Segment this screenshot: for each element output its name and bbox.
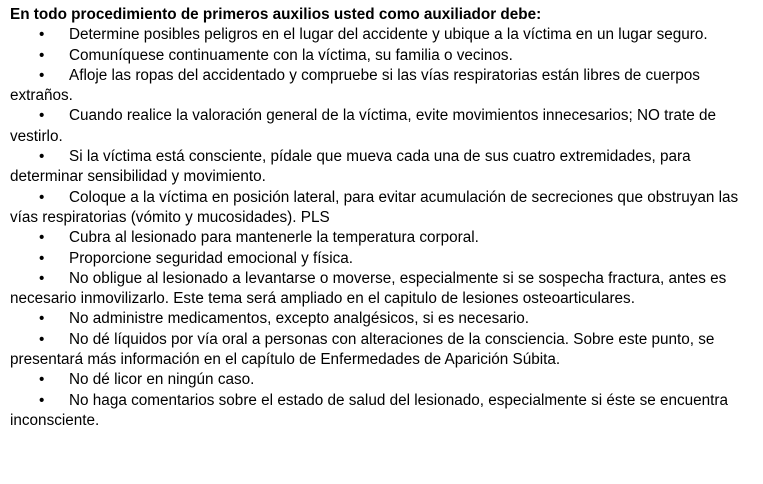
bullet-icon: • <box>39 310 45 328</box>
bullet-icon: • <box>39 148 45 166</box>
list-item-text: No administre medicamentos, excepto analgésicos, si es necesario. <box>69 310 529 328</box>
list-item <box>10 249 758 269</box>
list-item <box>10 25 758 45</box>
list-item <box>10 309 758 329</box>
bullet-icon: • <box>39 249 45 267</box>
list-item <box>10 188 758 229</box>
bullet-icon: • <box>39 188 45 206</box>
list-item-text: Coloque a la víctima en posición lateral, para evitar acumulación de secreciones que obstruyan las vías respiratorias (vómito y mucosidades). PLS <box>10 188 739 226</box>
list-item-text: Comuníquese continuamente con la víctima, su familia o vecinos. <box>69 46 513 64</box>
bullet-icon: • <box>39 107 45 125</box>
list-item-text: No dé licor en ningún caso. <box>69 371 255 389</box>
list-item-text: Determine posibles peligros en el lugar del accidente y ubique a la víctima en un lugar seguro. <box>69 26 708 44</box>
list-item <box>10 269 758 310</box>
bullet-icon: • <box>39 26 45 44</box>
list-item-text: No dé líquidos por vía oral a personas con alteraciones de la consciencia. Sobre este punto, se presentará más información en el capítulo de Enfermedades de Aparición Súbita. <box>10 330 715 369</box>
list-item-text: No haga comentarios sobre el estado de salud del lesionado, especialmente si éste se encuentra inconsciente. <box>10 391 729 429</box>
first-aid-bullet-list <box>10 25 758 431</box>
list-item-text: Afloje las ropas del accidentado y compruebe si las vías respiratorias están libres de cuerpos extraños. <box>10 66 700 105</box>
list-item <box>10 147 758 188</box>
bullet-icon: • <box>39 371 45 389</box>
bullet-icon: • <box>39 229 45 247</box>
bullet-icon: • <box>39 269 45 287</box>
list-item-text: No obligue al lesionado a levantarse o moverse, especialmente si se sospecha fractura, antes es necesario inmovilizarlo. Este tema será ampliado en el capitulo de lesiones osteoarticulares. <box>10 269 727 308</box>
document-heading: En todo procedimiento de primeros auxilios usted como auxiliador debe: <box>10 6 542 23</box>
list-item <box>10 66 758 107</box>
list-item-text: Cuando realice la valoración general de la víctima, evite movimientos innecesarios; NO trate de vestirlo. <box>10 107 717 145</box>
list-item <box>10 228 758 248</box>
bullet-icon: • <box>39 66 45 84</box>
bullet-icon: • <box>39 46 45 64</box>
list-item-text: Cubra al lesionado para mantenerle la temperatura corporal. <box>69 229 479 247</box>
document-body <box>10 5 758 431</box>
bullet-icon: • <box>39 391 45 409</box>
list-item <box>10 106 758 147</box>
list-item <box>10 46 758 66</box>
list-item-text: Proporcione seguridad emocional y física. <box>69 249 353 267</box>
list-item-text: Si la víctima está consciente, pídale que mueva cada una de sus cuatro extremidades, para determinar sensibilidad y movimiento. <box>10 148 691 186</box>
bullet-icon: • <box>39 330 45 348</box>
list-item <box>10 370 758 390</box>
list-item <box>10 391 758 432</box>
list-item <box>10 330 758 371</box>
